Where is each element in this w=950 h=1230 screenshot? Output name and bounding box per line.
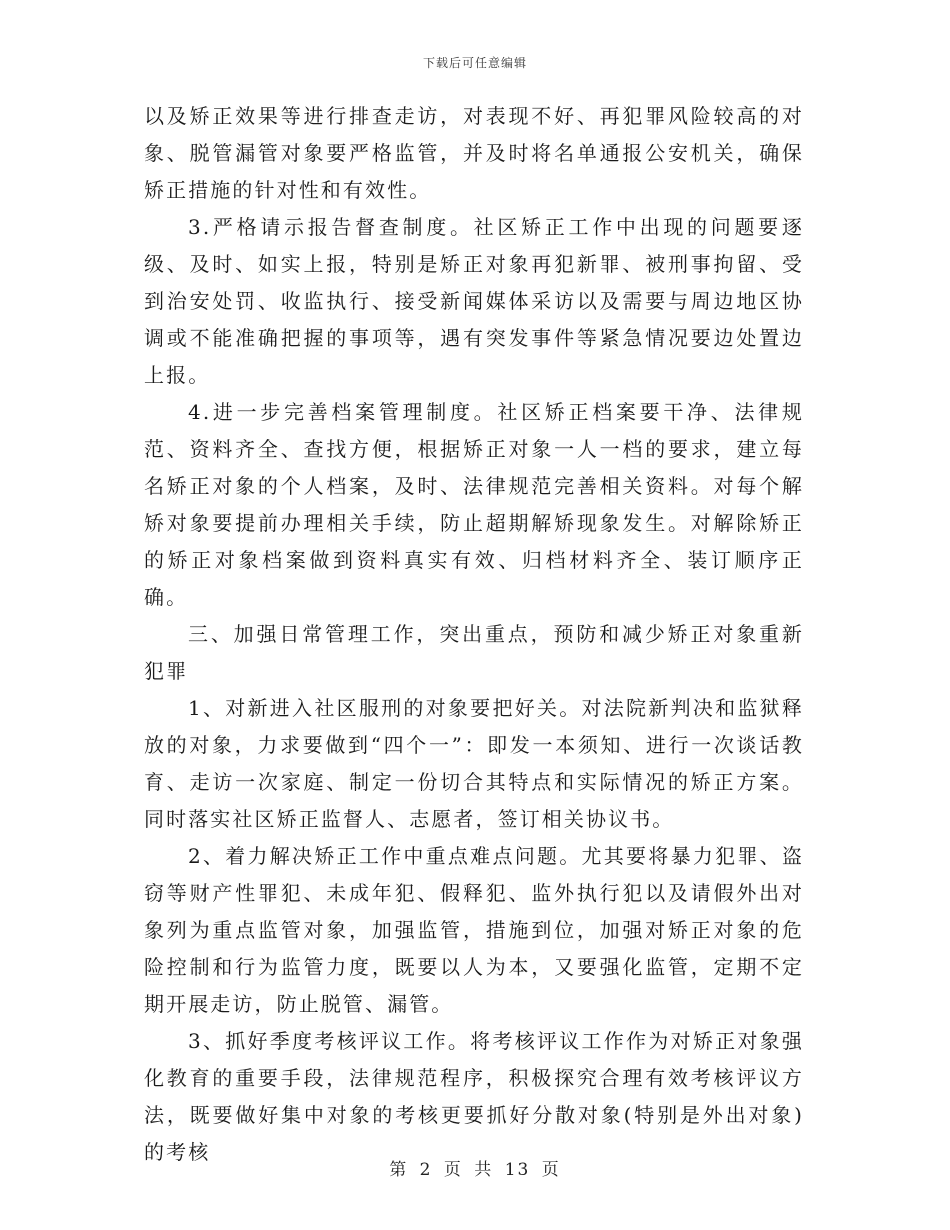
paragraph-subitem-1: 1、对新进入社区服刑的对象要把好关。对法院新判决和监狱释放的对象，力求要做到“四个一”：即发一本须知、进行一次谈话教育、走访一次家庭、制定一份切合其特点和实际情况的矫正方案。同时落实社区矫正监督人、志愿者，签订相关协议书。: [144, 696, 804, 831]
page-number: 第 2 页 共 13 页: [389, 1160, 561, 1180]
paragraph-subitem-3: 3、抓好季度考核评议工作。将考核评议工作作为对矫正对象强化教育的重要手段，法律规范程序，积极探究合理有效考核评议方法，既要做好集中对象的考核更要抓好分散对象(特别是外出对象)的考核: [144, 1029, 804, 1164]
paragraph-item-3: 3.严格请示报告督查制度。社区矫正工作中出现的问题要逐级、及时、如实上报，特别是矫正对象再犯新罪、被刑事拘留、受到治安处罚、收监执行、接受新闻媒体采访以及需要与周边地区协调或不能准确把握的事项等，遇有突发事件等紧急情况要边处置边上报。: [144, 215, 804, 387]
document-body: [144, 98, 804, 1171]
paragraph-continuation: 以及矫正效果等进行排查走访，对表现不好、再犯罪风险较高的对象、脱管漏管对象要严格监管，并及时将名单通报公安机关，确保矫正措施的针对性和有效性。: [144, 104, 804, 202]
paragraph-subitem-2: 2、着力解决矫正工作中重点难点问题。尤其要将暴力犯罪、盗窃等财产性罪犯、未成年犯、假释犯、监外执行犯以及请假外出对象列为重点监管对象，加强监管，措施到位，加强对矫正对象的危险控制和行为监管力度，既要以人为本，又要强化监管，定期不定期开展走访，防止脱管、漏管。: [144, 844, 804, 1016]
paragraph-item-4: 4.进一步完善档案管理制度。社区矫正档案要干净、法律规范、资料齐全、查找方便，根据矫正对象一人一档的要求，建立每名矫正对象的个人档案，及时、法律规范完善相关资料。对每个解矫对象要提前办理相关手续，防止超期解矫现象发生。对解除矫正的矫正对象档案做到资料真实有效、归档材料齐全、装订顺序正确。: [144, 400, 804, 609]
header-note: 下载后可任意编辑: [422, 56, 527, 70]
section-heading: 三、加强日常管理工作，突出重点，预防和减少矫正对象重新犯罪: [144, 622, 804, 683]
